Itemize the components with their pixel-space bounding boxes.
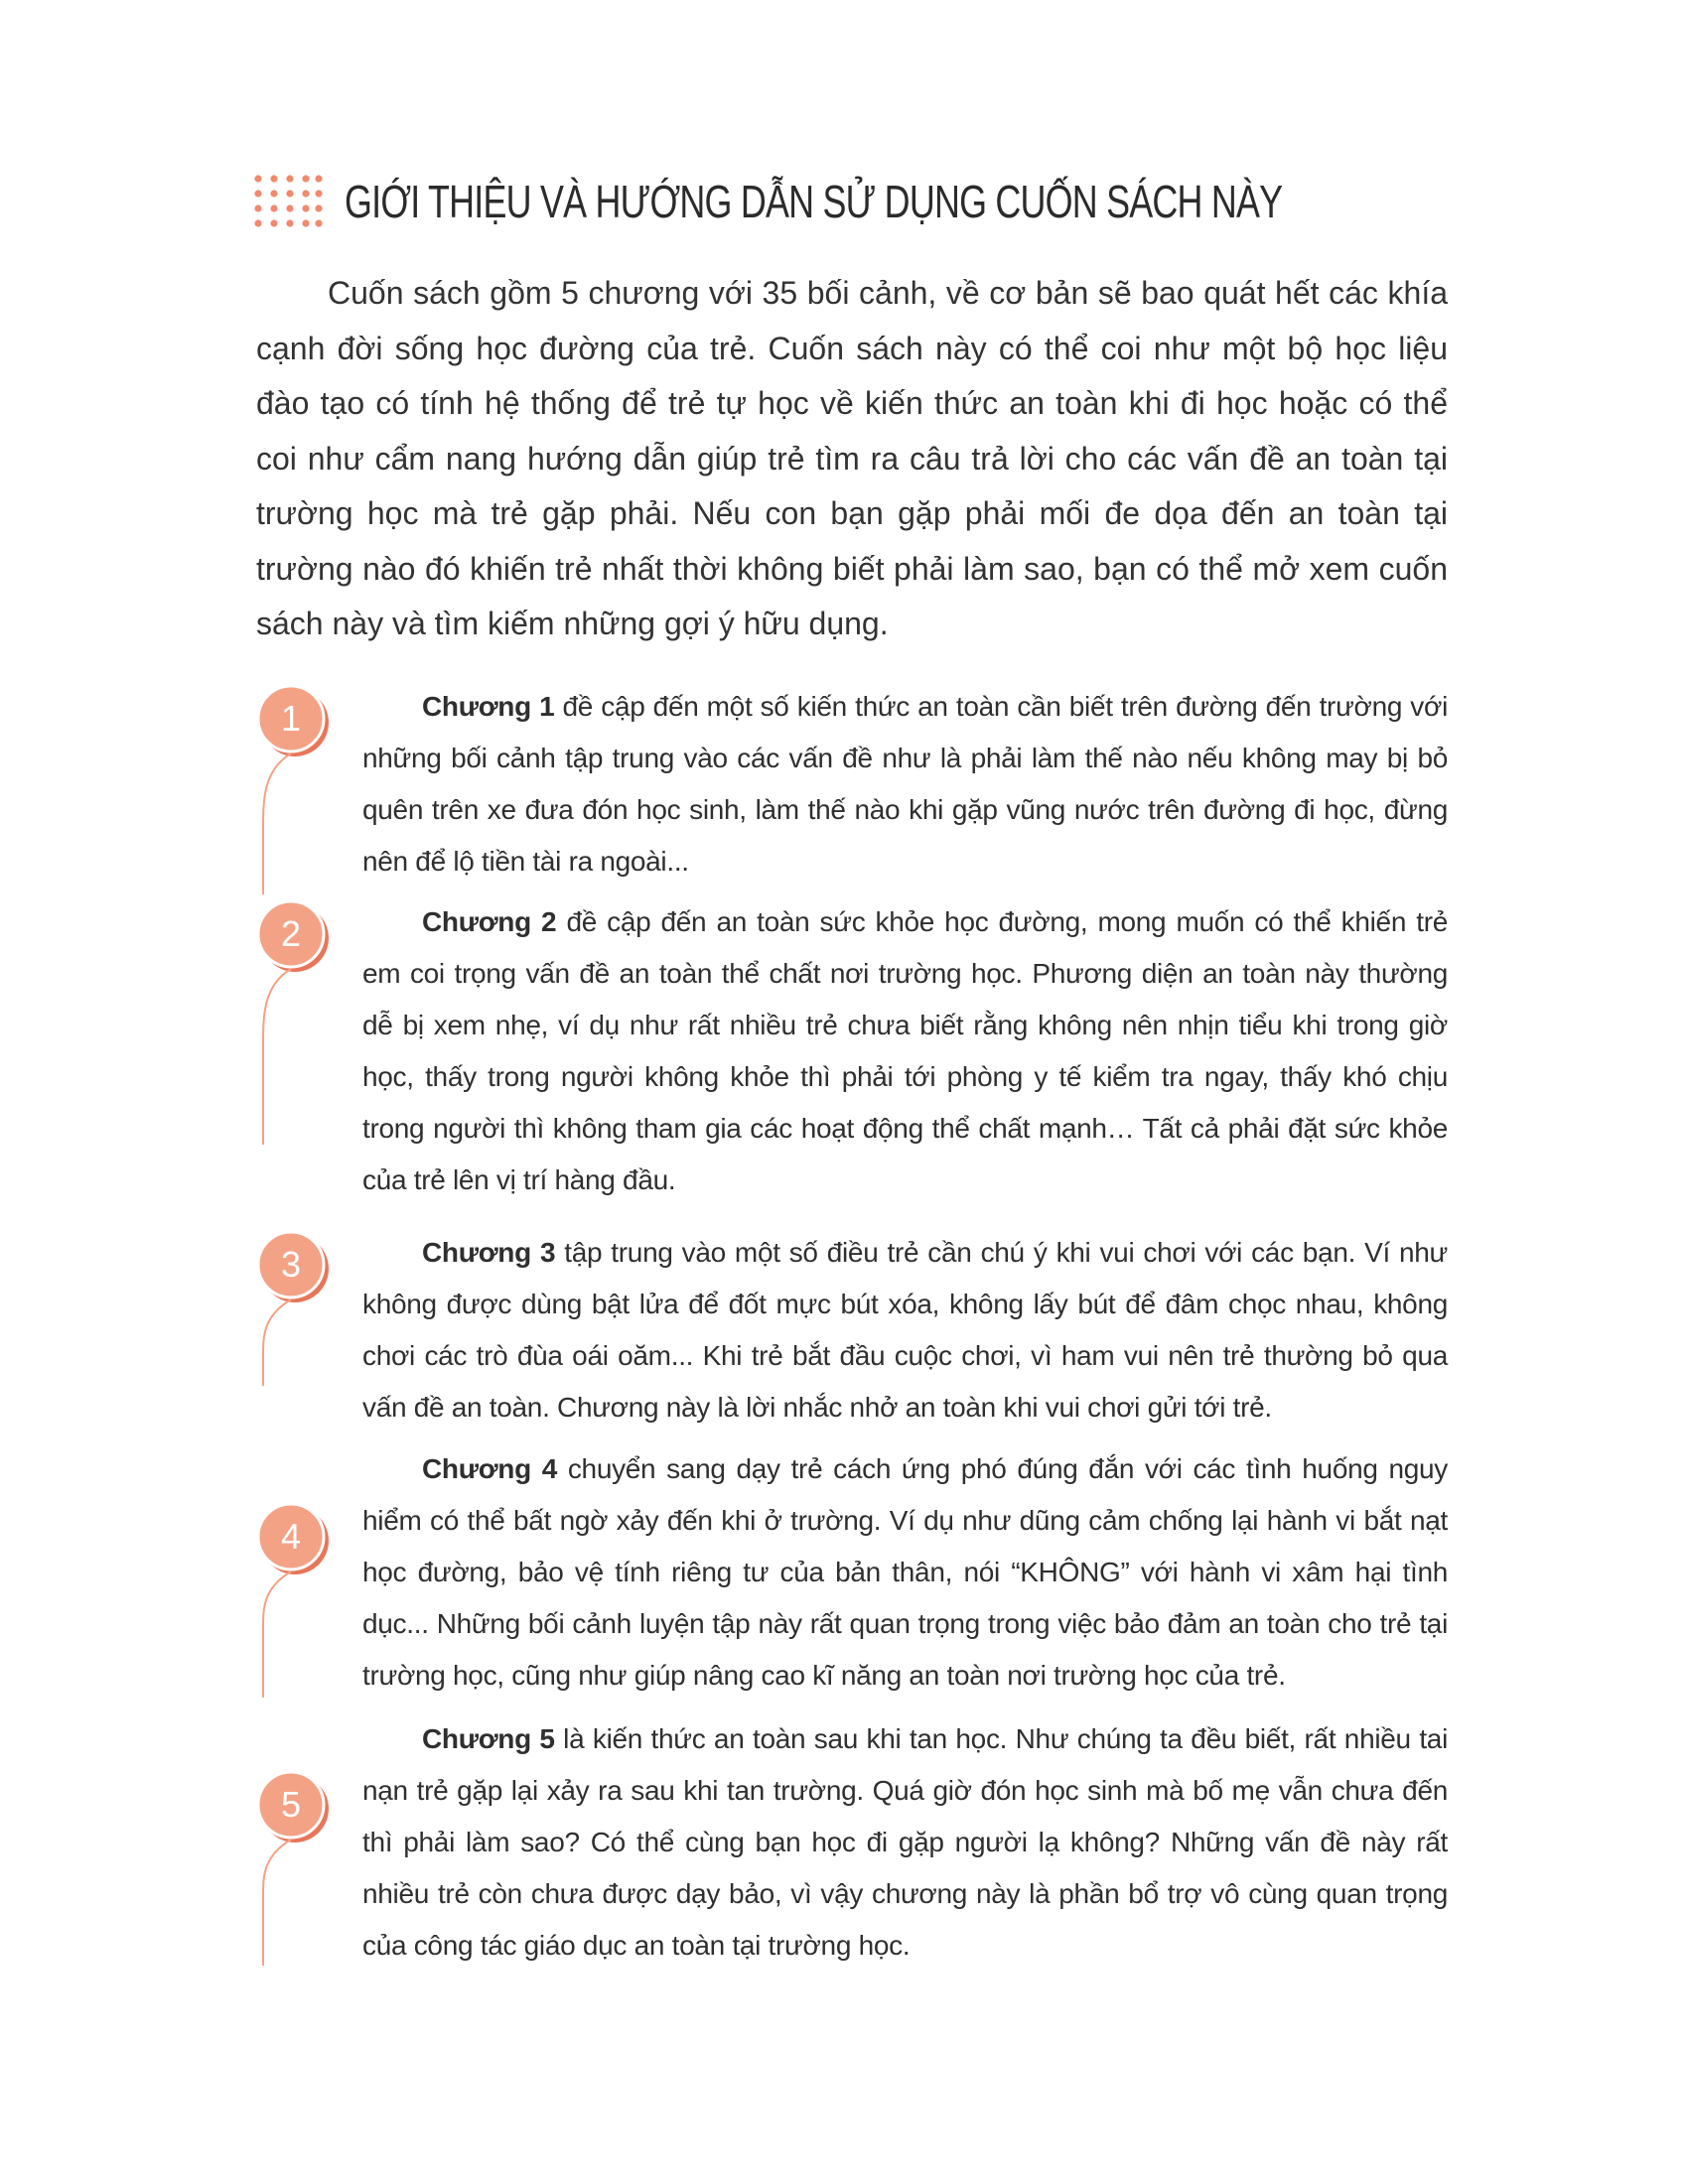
chapter-text: đề cập đến an toàn sức khỏe học đường, mong muốn có thể khiến trẻ em coi trọng vấn đề an toàn thể chất nơi trường học. Phương diện an toàn này thường dễ bị xem nhẹ, ví dụ như rất nhiều trẻ chưa biết rằng không nên nhịn tiểu khi trong giờ học, thấy trong người không khỏe thì phải tới phòng y tế kiểm tra ngay, thấy khó chịu trong người thì không tham gia các hoạt động thể chất mạnh… Tất cả phải đặt sức khỏe của trẻ lên vị trí hàng đầu.	[362, 906, 1449, 1195]
chapter-number-badge	[253, 896, 333, 1155]
chapter-text: đề cập đến một số kiến thức an toàn cần biết trên đường đến trường với những bối cảnh tập trung vào các vấn đề như là phải làm thế nào nếu không may bị bỏ quên trên xe đưa đón học sinh, làm thế nào khi gặp vũng nước trên đường đi học, đừng nên để lộ tiền tài ra ngoài...	[362, 691, 1448, 877]
chapter-number-badge	[253, 1227, 333, 1426]
chapter-description	[362, 1443, 1448, 1702]
chapter-label: Chương 5	[422, 1723, 555, 1754]
chapter-label: Chương 1	[422, 691, 555, 722]
chapter-block-5	[253, 1713, 1455, 1981]
chapter-number: 5	[280, 1784, 302, 1825]
chapter-block-3	[253, 1227, 1455, 1435]
chapter-block-4	[253, 1443, 1455, 1711]
chapter-number: 4	[280, 1516, 302, 1557]
chapter-text: chuyển sang dạy trẻ cách ứng phó đúng đắn với các tình huống nguy hiểm có thể bất ngờ xảy đến khi ở trường. Ví dụ như dũng cảm chống lại hành vi bắt nạt học đường, bảo vệ tính riêng tư của bản thân, nói “KHÔNG” với hành vi xâm hại tình dục... Những bối cảnh luyện tập này rất quan trọng trong việc bảo đảm an toàn cho trẻ tại trường học, cũng như giúp nâng cao kĩ năng an toàn nơi trường học của trẻ.	[362, 1453, 1448, 1691]
chapter-number-badge	[253, 681, 333, 919]
chapter-number-badge	[253, 1767, 333, 2065]
chapter-label: Chương 4	[422, 1453, 558, 1484]
dot-grid-icon	[253, 174, 323, 229]
chapter-number: 1	[280, 698, 302, 739]
section-heading	[253, 167, 1445, 236]
chapter-label: Chương 3	[422, 1237, 556, 1268]
chapter-description	[362, 681, 1448, 887]
chapter-number: 3	[280, 1244, 302, 1285]
chapter-block-1	[253, 681, 1455, 880]
intro-paragraph: Cuốn sách gồm 5 chương với 35 bối cảnh, về cơ bản sẽ bao quát hết các khía cạnh đời sống học đường của trẻ. Cuốn sách này có thể coi như một bộ học liệu đào tạo có tính hệ thống để trẻ tự học về kiến thức an toàn khi đi học hoặc có thể coi như cẩm nang hướng dẫn giúp trẻ tìm ra câu trả lời cho các vấn đề an toàn tại trường học mà trẻ gặp phải. Nếu con bạn gặp phải mối đe dọa đến an toàn tại trường nào đó khiến trẻ nhất thời không biết phải làm sao, bạn có thể mở xem cuốn sách này và tìm kiếm những gợi ý hữu dụng.	[256, 275, 1448, 641]
chapter-block-2	[253, 896, 1455, 1204]
chapter-description	[362, 896, 1448, 1206]
chapter-text: tập trung vào một số điều trẻ cần chú ý khi vui chơi với các bạn. Ví như không được dùng bật lửa để đốt mực bút xóa, không lấy bút để đâm chọc nhau, không chơi các trò đùa oái oăm... Khi trẻ bắt đầu cuộc chơi, vì ham vui nên trẻ thường bỏ qua vấn đề an toàn. Chương này là lời nhắc nhở an toàn khi vui chơi gửi tới trẻ.	[362, 1237, 1448, 1423]
chapter-text: là kiến thức an toàn sau khi tan học. Như chúng ta đều biết, rất nhiều tai nạn trẻ gặp lại xảy ra sau khi tan trường. Quá giờ đón học sinh mà bố mẹ vẫn chưa đến thì phải làm sao? Có thể cùng bạn học đi gặp người lạ không? Những vấn đề này rất nhiều trẻ còn chưa được dạy bảo, vì vậy chương này là phần bổ trợ vô cùng quan trọng của công tác giáo dục an toàn tại trường học.	[362, 1723, 1448, 1961]
chapter-description	[362, 1227, 1448, 1433]
chapter-label: Chương 2	[422, 906, 557, 937]
chapter-description	[362, 1713, 1448, 1972]
page-title: GIỚI THIỆU VÀ HƯỚNG DẪN SỬ DỤNG CUỐN SÁCH NÀY	[345, 176, 1283, 227]
chapter-number: 2	[280, 913, 302, 954]
